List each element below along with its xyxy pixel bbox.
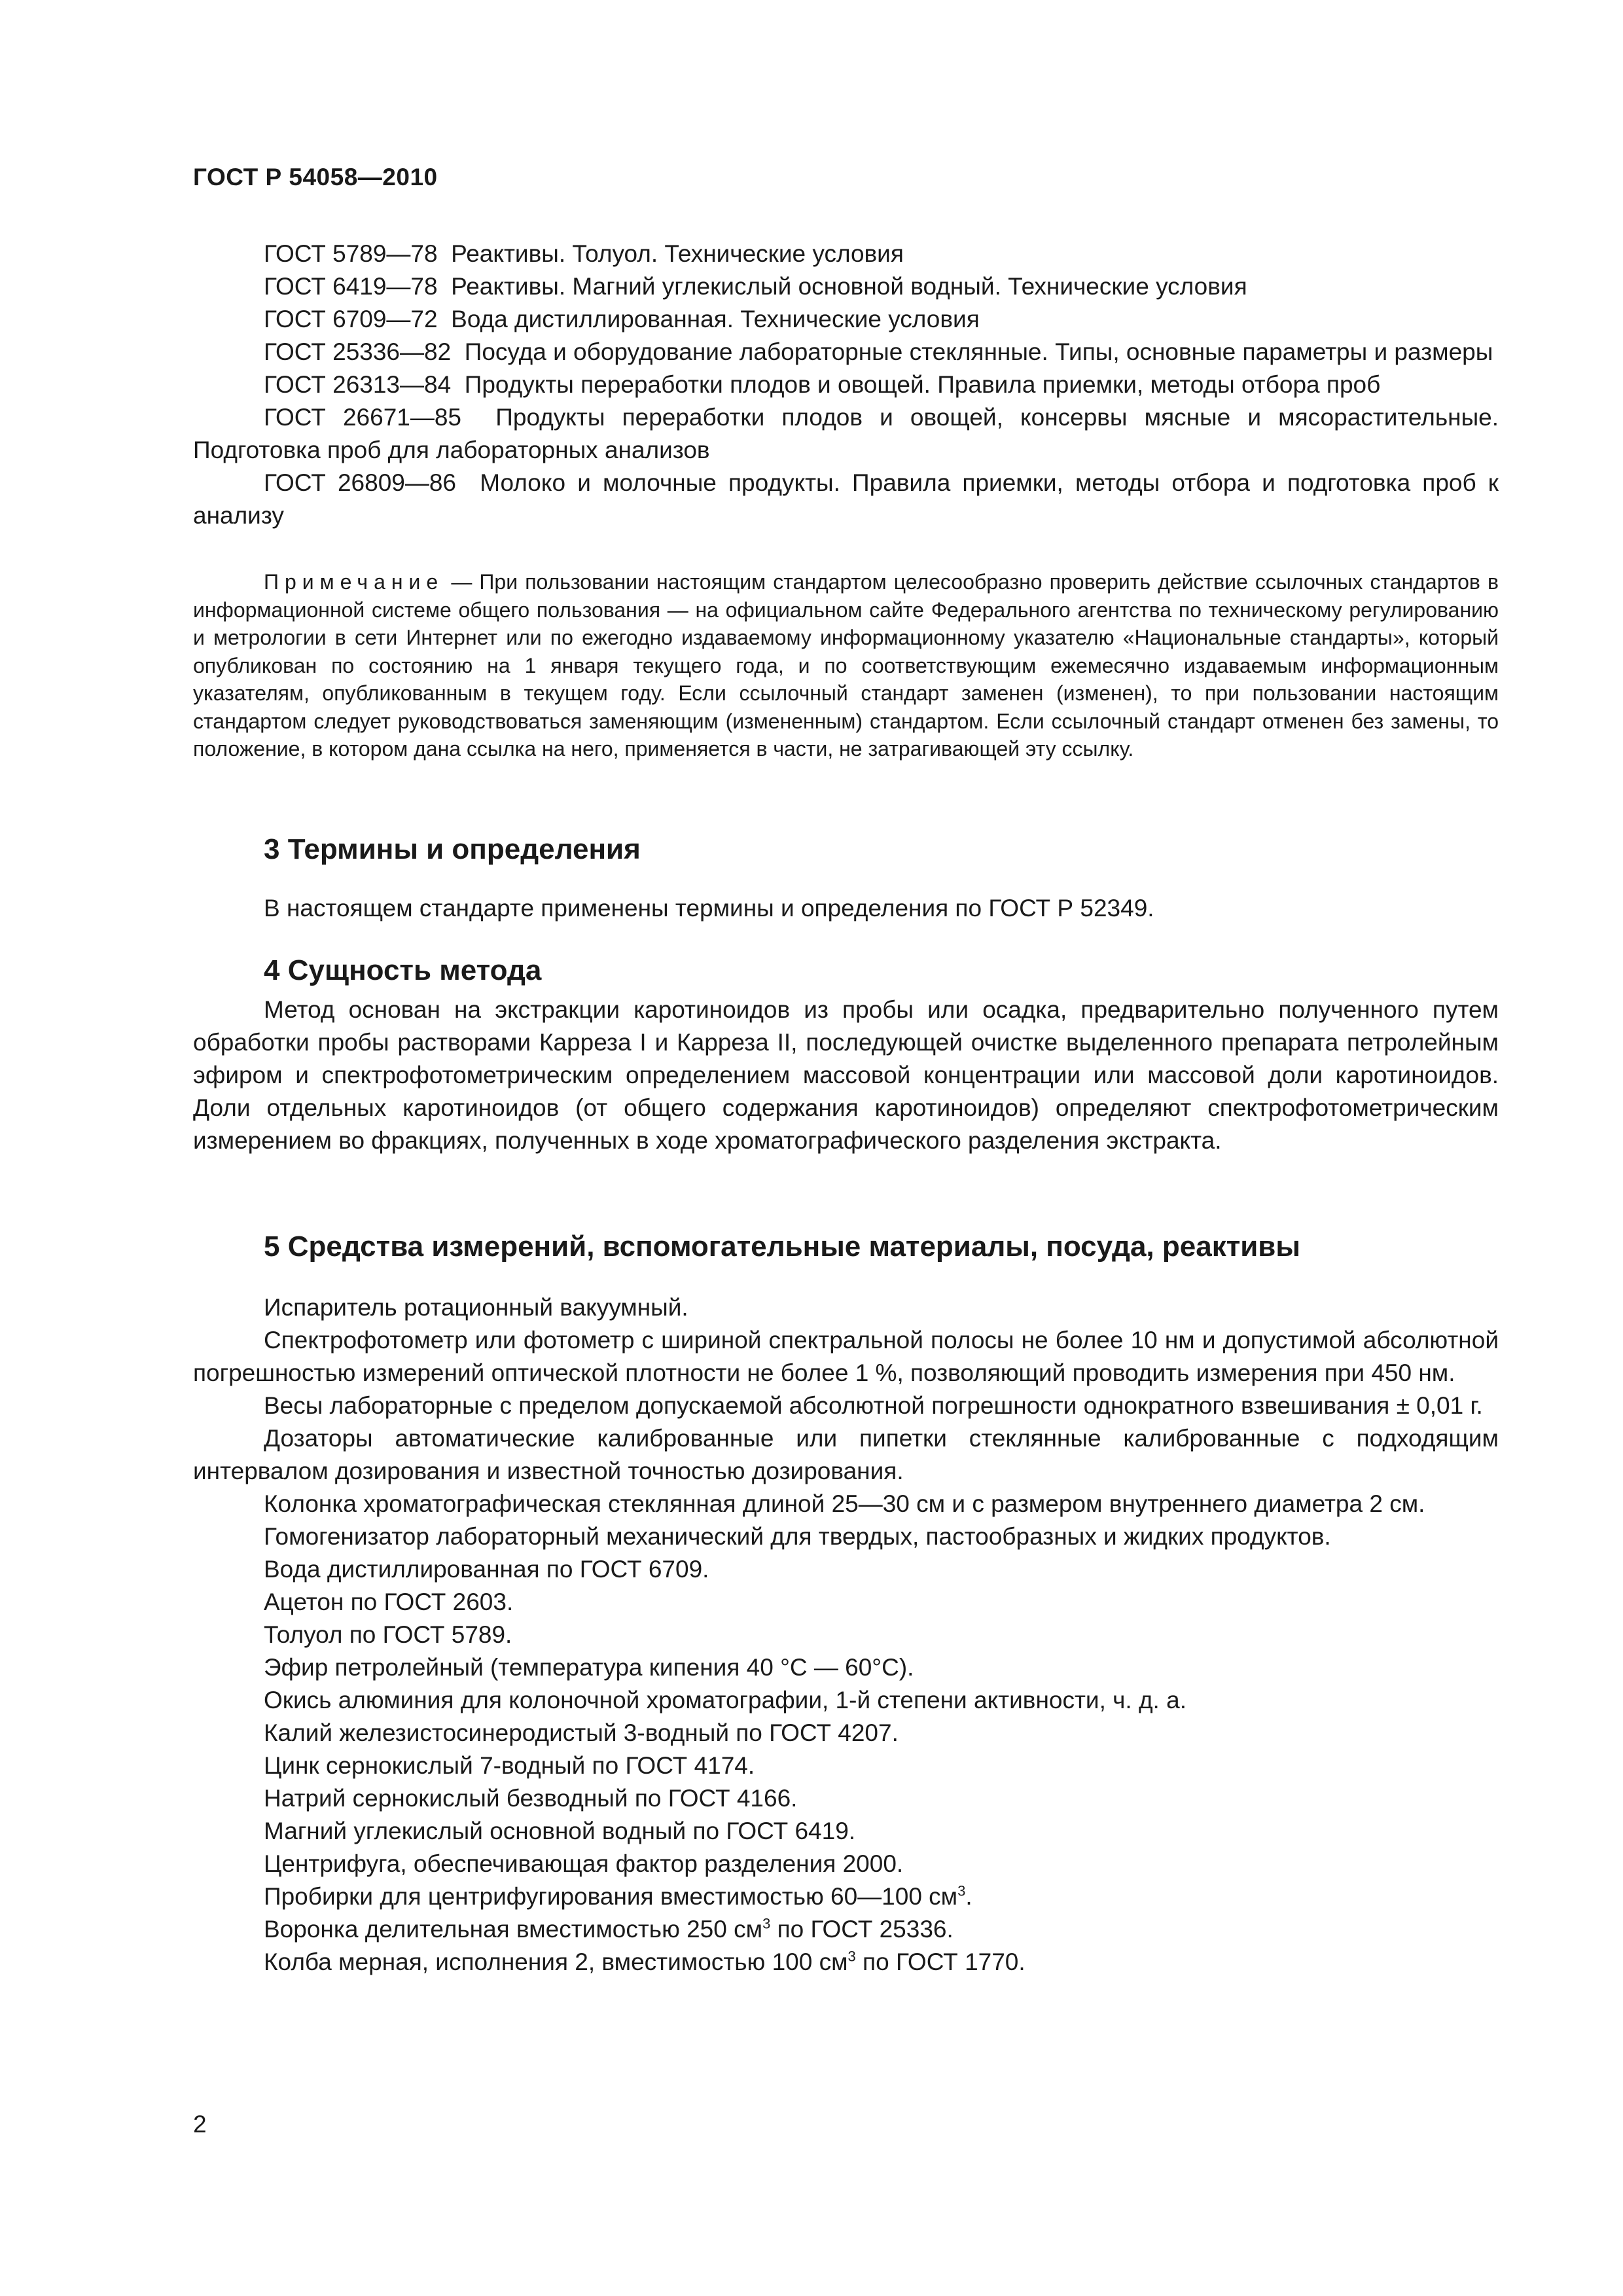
- list-item: Гомогенизатор лабораторный механический для твердых, пастообразных и жидких продуктов.: [264, 1523, 1331, 1550]
- document-code-header: ГОСТ Р 54058—2010: [193, 164, 438, 190]
- reference-item: ГОСТ 25336—82 Посуда и оборудование лабораторные стеклянные. Типы, основные параметры и размеры: [264, 338, 1493, 365]
- list-item: Весы лабораторные с пределом допускаемой абсолютной погрешности однократного взвешивания ± 0,01 г.: [264, 1392, 1483, 1419]
- section-4-heading: 4 Сущность метода: [264, 954, 542, 986]
- page-number: 2: [193, 2111, 207, 2138]
- list-item: Пробирки для центрифугирования вместимостью 60—100 $см^3$.: [264, 1882, 972, 1910]
- list-item: Цинк сернокислый 7-водный по ГОСТ 4174.: [264, 1752, 755, 1779]
- list-item: Колонка хроматографическая стеклянная длиной 25—30 см и с размером внутреннего диаметра 2 см.: [264, 1490, 1425, 1517]
- list-item: Колба мерная, исполнения 2, вместимостью 100 $см^3$ по ГОСТ 1770.: [264, 1948, 1026, 1975]
- section-5-heading: 5 Средства измерений, вспомогательные материалы, посуда, реактивы: [264, 1230, 1300, 1263]
- list-item: Натрий сернокислый безводный по ГОСТ 4166.: [264, 1785, 798, 1812]
- note-text: — При пользовании настоящим стандартом целесообразно проверить действие ссылочных стандартов в информационной системе общего пользования — на официальном сайте Федерального агентства по техническому регулированию и метрологии в сети Интернет или по ежегодно издаваемому информационному указателю «Национальные стандарты», который опубликован по состоянию на 1 января текущего года, и по соответствующим ежемесячно издаваемым информационным указателям, опубликованным в текущем году. Если ссылочный стандарт заменен (изменен), то при пользовании настоящим стандартом следует руководствоваться заменяющим (измененным) стандартом. Если ссылочный стандарт отменен без замены, то положение, в котором дана ссылка на него, применяется в части, не затрагивающей эту ссылку.: [193, 570, 1499, 761]
- list-item: Центрифуга, обеспечивающая фактор разделения 2000.: [264, 1850, 904, 1877]
- normative-references-list: [193, 238, 1499, 532]
- references-note: [193, 568, 1499, 763]
- reference-item: ГОСТ 5789—78 Реактивы. Толуол. Технические условия: [264, 240, 904, 267]
- list-item: Эфир петролейный (температура кипения 40 °С — 60°С).: [264, 1654, 914, 1681]
- reference-item: ГОСТ 6709—72 Вода дистиллированная. Технические условия: [264, 306, 980, 332]
- reference-item: ГОСТ 26671—85 Продукты переработки плодов и овощей, консервы мясные и мясорастительные. Подготовка проб для лабораторных анализов: [193, 404, 1499, 463]
- section-3-heading: 3 Термины и определения: [264, 833, 641, 865]
- note-label: Примечание: [264, 570, 444, 594]
- list-item: Дозаторы автоматические калиброванные или пипетки стеклянные калиброванные с подходящим интервалом дозирования и известной точностью дозирования.: [193, 1425, 1499, 1484]
- list-item: Воронка делительная вместимостью 250 $см^3$ по ГОСТ 25336.: [264, 1915, 954, 1943]
- section-5-equipment-list: [193, 1291, 1499, 1979]
- list-item: Вода дистиллированная по ГОСТ 6709.: [264, 1556, 709, 1583]
- list-item: Испаритель ротационный вакуумный.: [264, 1294, 688, 1321]
- section-3-body: [193, 892, 1499, 925]
- list-item: Спектрофотометр или фотометр с шириной спектральной полосы не более 10 нм и допустимой абсолютной погрешностью измерений оптической плотности не более 1 %, позволяющий проводить измерения при 450 нм.: [193, 1327, 1499, 1386]
- list-item: Калий железистосинеродистый 3-водный по ГОСТ 4207.: [264, 1719, 899, 1746]
- list-item: Толуол по ГОСТ 5789.: [264, 1621, 512, 1648]
- reference-item: ГОСТ 6419—78 Реактивы. Магний углекислый основной водный. Технические условия: [264, 273, 1247, 300]
- list-item: Магний углекислый основной водный по ГОСТ 6419.: [264, 1818, 856, 1844]
- reference-item: ГОСТ 26809—86 Молоко и молочные продукты. Правила приемки, методы отбора и подготовка проб к анализу: [193, 469, 1499, 529]
- section-3-paragraph: В настоящем стандарте применены термины и определения по ГОСТ Р 52349.: [264, 895, 1154, 922]
- list-item: Ацетон по ГОСТ 2603.: [264, 1588, 514, 1615]
- list-item: Окись алюминия для колоночной хроматографии, 1-й степени активности, ч. д. а.: [264, 1687, 1186, 1713]
- section-4-paragraph: Метод основан на экстракции каротиноидов из пробы или осадка, предварительно полученного путем обработки пробы растворами Карреза I и Карреза II, последующей очистке выделенного препарата петролейным эфиром и спектрофотометрическим определением массовой концентрации или массовой доли каротиноидов. Доли отдельных каротиноидов (от общего содержания каротиноидов) определяют спектрофотометрическим измерением во фракциях, полученных в ходе хроматографического разделения экстракта.: [193, 996, 1499, 1154]
- reference-item: ГОСТ 26313—84 Продукты переработки плодов и овощей. Правила приемки, методы отбора проб: [264, 371, 1381, 398]
- section-4-body: [193, 994, 1499, 1157]
